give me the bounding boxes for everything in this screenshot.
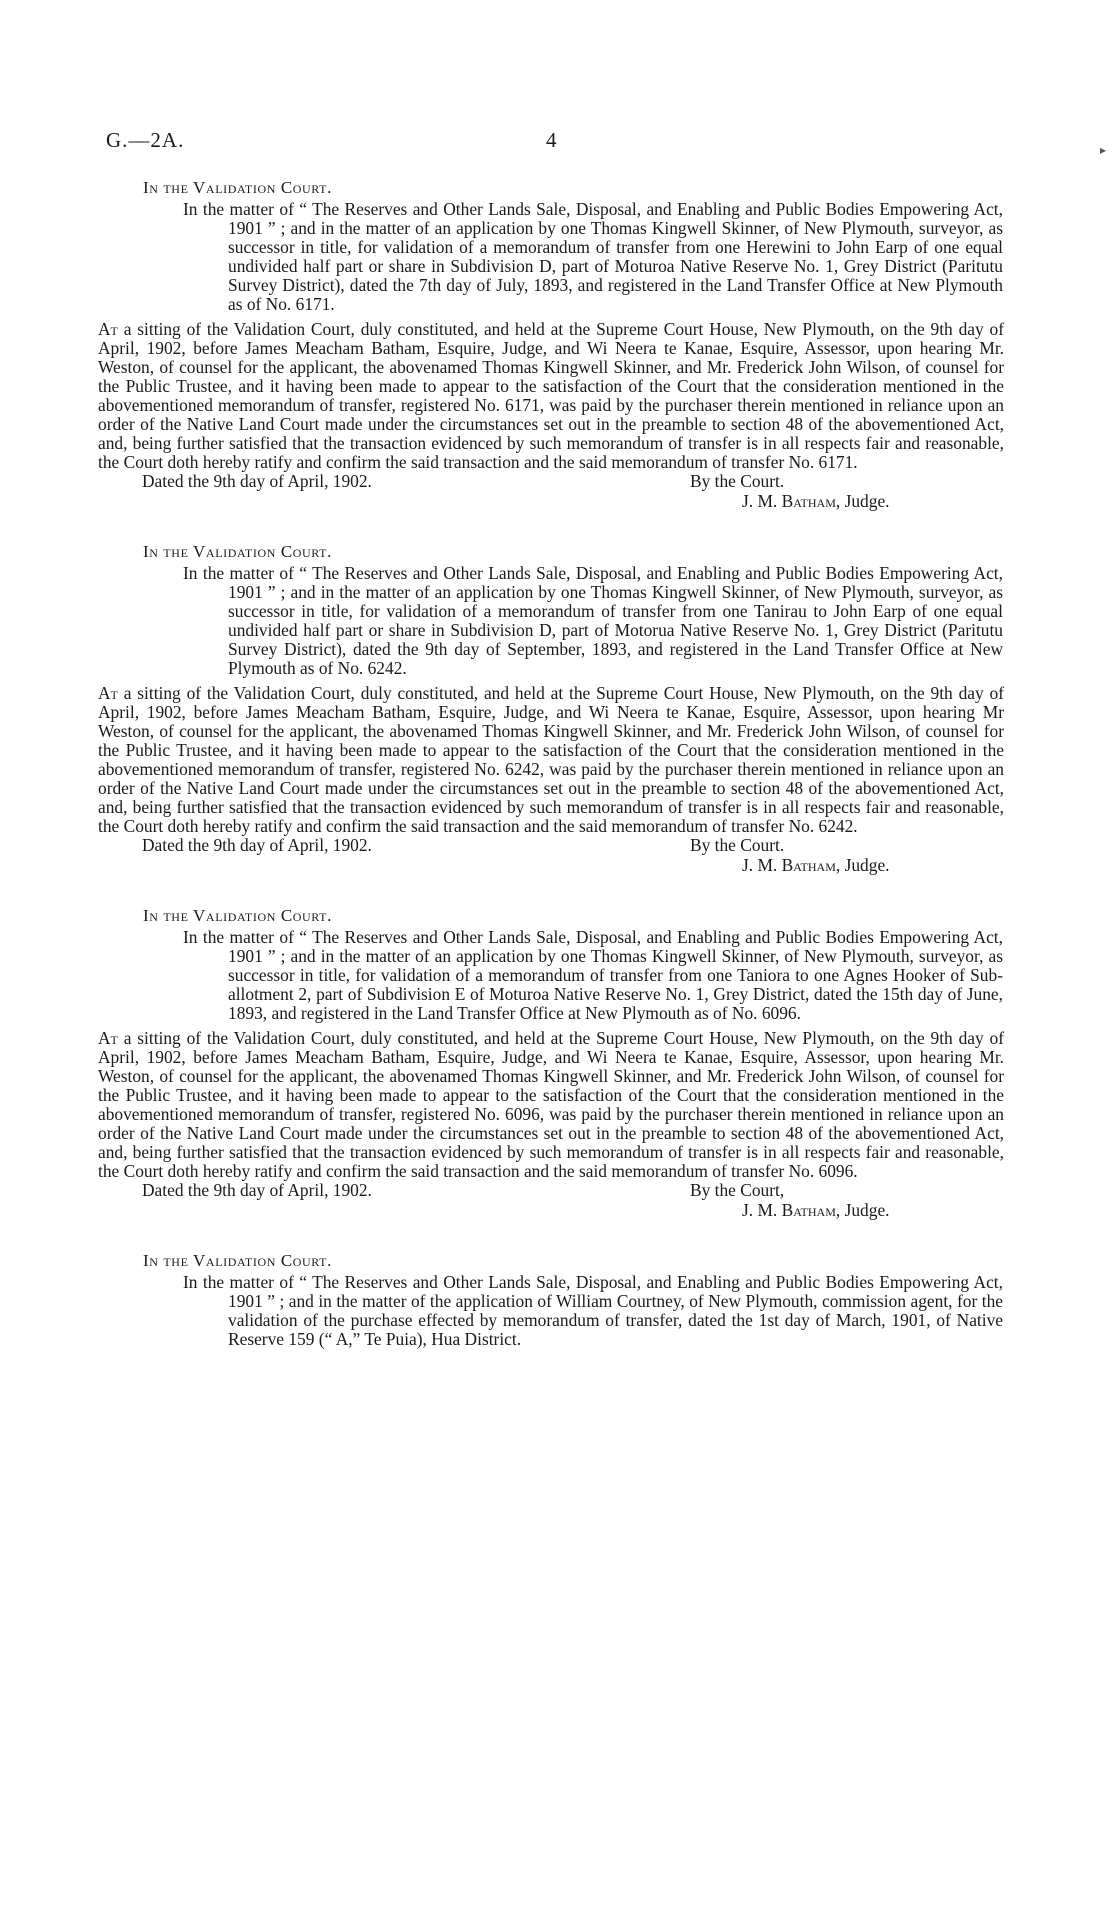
court-heading: In the Validation Court. bbox=[143, 542, 332, 561]
dated-line: Dated the 9th day of April, 1902. bbox=[142, 835, 372, 855]
by-the-court: By the Court, bbox=[690, 1180, 785, 1200]
court-order-entry bbox=[0, 906, 1114, 1221]
by-the-court: By the Court. bbox=[690, 471, 785, 491]
sitting-text: a sitting of the Validation Court, duly constituted, and held at the Supreme Court House, New Plymouth, on the 9th day of April, 1902, before James Meacham Batham, Esquire, Judge, and Wi Neera te Kanae, Esquire, Assessor, upon hearing Mr. Weston, of counsel for the applicant, the abovenamed Thomas Kingwell Skinner, and Mr. Frederick John Wilson, of counsel for the Public Trustee, and it having been made to appear to the satisfaction of the Court that the consideration mentioned in the abovementioned memorandum of transfer, registered No. 6096, was paid by the purchaser therein mentioned in reliance upon an order of the Native Land Court made under the circumstances set out in the preamble to section 48 of the abovementioned Act, and, being further satisfied that the transaction evidenced by such memorandum of transfer is in all respects fair and reasonable, the Court doth hereby ratify and confirm the said transaction and the said memorandum of transfer No. 6096. bbox=[98, 1028, 1004, 1181]
judge-signature bbox=[742, 856, 890, 875]
page-number: 4 bbox=[546, 128, 557, 152]
judge-name: J. M. Batham bbox=[742, 855, 836, 875]
judge-signature bbox=[742, 1201, 890, 1220]
sitting-lead: At bbox=[98, 319, 118, 339]
court-heading: In the Validation Court. bbox=[143, 1251, 332, 1270]
by-the-court: By the Court. bbox=[690, 835, 785, 855]
document-body bbox=[0, 178, 1114, 1379]
judge-signature bbox=[742, 492, 890, 511]
sitting-text: a sitting of the Validation Court, duly constituted, and held at the Supreme Court House, New Plymouth, on the 9th day of April, 1902, before James Meacham Batham, Esquire, Judge, and Wi Neera te Kanae, Esquire, Assessor, upon hearing Mr. Weston, of counsel for the applicant, the abovenamed Thomas Kingwell Skinner, and Mr. Frederick John Wilson, of counsel for the Public Trustee, and it having been made to appear to the satisfaction of the Court that the consideration mentioned in the abovementioned memorandum of transfer, registered No. 6171, was paid by the purchaser therein mentioned in reliance upon an order of the Native Land Court made under the circumstances set out in the preamble to section 48 of the abovementioned Act, and, being further satisfied that the transaction evidenced by such memorandum of transfer is in all respects fair and reasonable, the Court doth hereby ratify and confirm the said transaction and the said memorandum of transfer No. 6171. bbox=[98, 319, 1004, 472]
judge-name: J. M. Batham bbox=[742, 1200, 836, 1220]
court-order-entry bbox=[0, 1251, 1114, 1349]
sitting-paragraph bbox=[0, 1029, 1004, 1181]
court-order-entry bbox=[0, 542, 1114, 876]
sitting-lead: At bbox=[98, 683, 118, 703]
court-order-entry bbox=[0, 178, 1114, 512]
signoff bbox=[0, 836, 1114, 876]
margin-mark: ▸ bbox=[1100, 143, 1107, 157]
judge-title: , Judge. bbox=[835, 491, 890, 511]
judge-name: J. M. Batham bbox=[742, 491, 836, 511]
signoff bbox=[0, 1181, 1114, 1221]
signoff bbox=[0, 472, 1114, 512]
dated-line: Dated the 9th day of April, 1902. bbox=[142, 471, 372, 491]
sitting-lead: At bbox=[98, 1028, 118, 1048]
sitting-text: a sitting of the Validation Court, duly constituted, and held at the Supreme Court House, New Plymouth, on the 9th day of April, 1902, before James Meacham Batham, Esquire, Judge, and Wi Neera te Kanae, Esquire, Assessor, upon hearing Mr Weston, of counsel for the applicant, the abovenamed Thomas Kingwell Skinner, and Mr. Frederick John Wilson, of counsel for the Public Trustee, and it having been made to appear to the satisfaction of the Court that the consideration mentioned in the abovementioned memorandum of transfer, registered No. 6242, was paid by the purchaser therein mentioned in reliance upon an order of the Native Land Court made under the circumstances set out in the preamble to section 48 of the abovementioned Act, and, being further satisfied that the transaction evidenced by such memorandum of transfer is in all respects fair and reasonable, the Court doth hereby ratify and confirm the said transaction and the said memorandum of transfer No. 6242. bbox=[98, 683, 1004, 836]
in-the-matter-paragraph: In the matter of “ The Reserves and Other Lands Sale, Disposal, and Enabling and Public Bodies Empowering Act, 1901 ” ; and in the matter of an application by one Thomas Kingwell Skinner, of New Plymouth, surveyor, as successor in title, for validation of a memorandum of transfer from one Taniora to one Agnes Hooker of Sub-allotment 2, part of Subdivision E of Moturoa Native Reserve No. 1, Grey District, dated the 15th day of June, 1893, and registered in the Land Transfer Office at New Plymouth as of No. 6096. bbox=[183, 927, 1003, 1023]
document-reference: G.—2A. bbox=[106, 128, 185, 152]
judge-title: , Judge. bbox=[835, 855, 890, 875]
dated-line: Dated the 9th day of April, 1902. bbox=[142, 1180, 372, 1200]
judge-title: , Judge. bbox=[835, 1200, 890, 1220]
sitting-paragraph bbox=[0, 320, 1004, 472]
in-the-matter-paragraph: In the matter of “ The Reserves and Other Lands Sale, Disposal, and Enabling and Public Bodies Empowering Act, 1901 ” ; and in the matter of the application of William Courtney, of New Plymouth, commission agent, for the validation of the purchase effected by memorandum of transfer, dated the 1st day of March, 1901, of Native Reserve 159 (“ A,” Te Puia), Hua District. bbox=[183, 1272, 1003, 1349]
court-heading: In the Validation Court. bbox=[143, 178, 332, 197]
court-heading: In the Validation Court. bbox=[143, 906, 332, 925]
sitting-paragraph bbox=[0, 684, 1004, 836]
in-the-matter-paragraph: In the matter of “ The Reserves and Other Lands Sale, Disposal, and Enabling and Public Bodies Empowering Act, 1901 ” ; and in the matter of an application by one Thomas Kingwell Skinner, of New Plymouth, surveyor, as successor in title, for validation of a memorandum of transfer from one Herewini to John Earp of one equal undivided half part or share in Subdivision D, part of Moturoa Native Reserve No. 1, Grey District (Paritutu Survey District), dated the 7th day of July, 1893, and registered in the Land Transfer Office at New Plymouth as of No. 6171. bbox=[183, 199, 1003, 314]
in-the-matter-paragraph: In the matter of “ The Reserves and Other Lands Sale, Disposal, and Enabling and Public Bodies Empowering Act, 1901 ” ; and in the matter of an application by one Thomas Kingwell Skinner, of New Plymouth, surveyor, as successor in title, for validation of a memorandum of transfer from one Tanirau to John Earp of one equal undivided half part or share in Subdivision D, part of Motorua Native Reserve No. 1, Grey District (Paritutu Survey District), dated the 9th day of September, 1893, and registered in the Land Transfer Office at New Plymouth as of No. 6242. bbox=[183, 563, 1003, 678]
page-header bbox=[106, 128, 1006, 158]
